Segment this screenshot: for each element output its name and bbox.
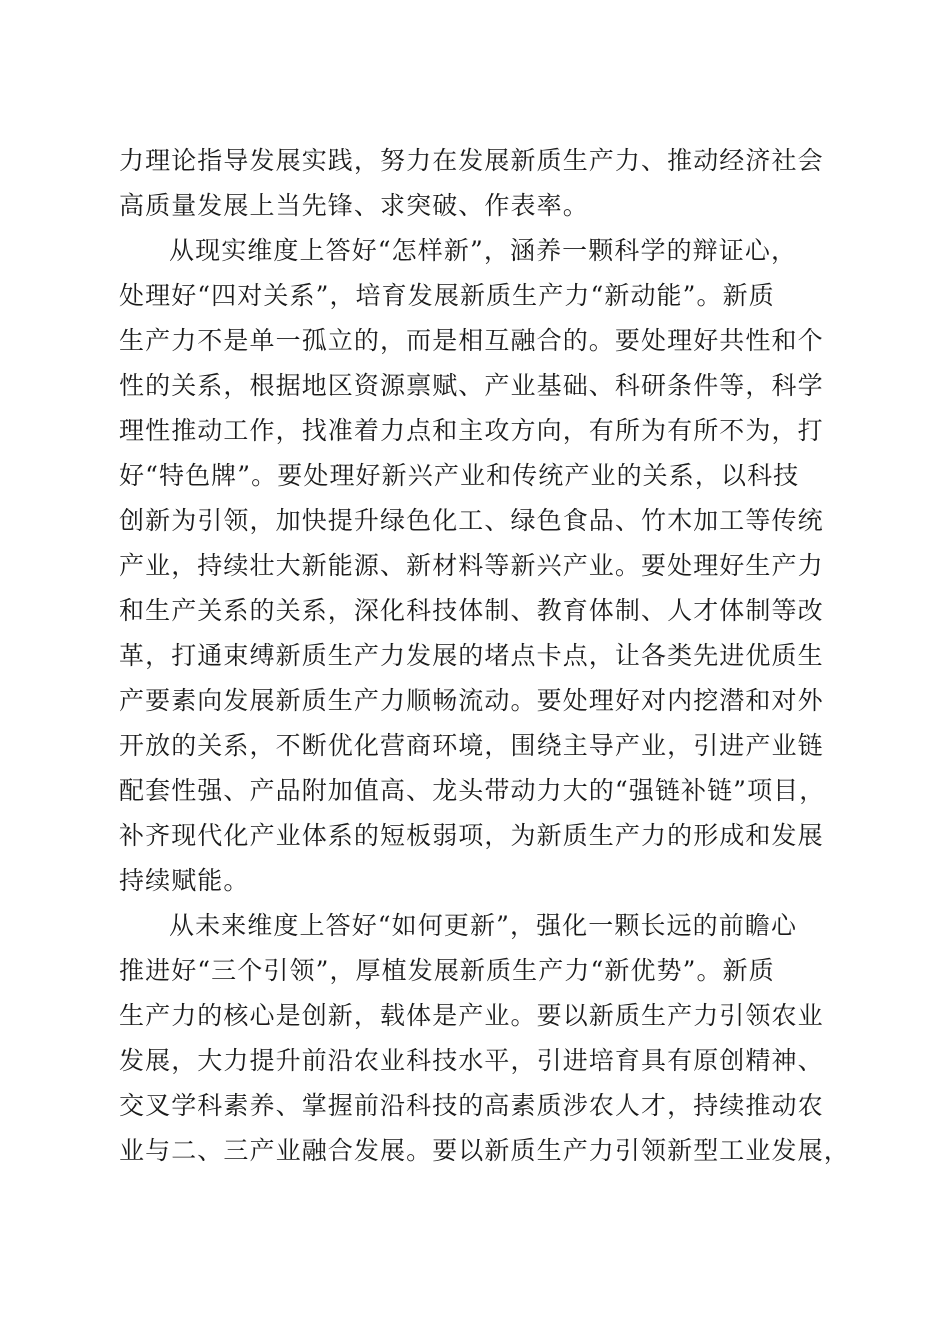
text-line: 创新为引领，加快提升绿色化工、绿色食品、竹木加工等传统 — [119, 506, 824, 535]
text-line: 补齐现代化产业体系的短板弱项，为新质生产力的形成和发展 — [119, 821, 824, 850]
paragraph-start-line: 从未来维度上答好“如何更新”，强化一颗长远的前瞻心 — [169, 911, 798, 940]
text-line: 性的关系，根据地区资源禀赋、产业基础、科研条件等，科学 — [119, 371, 824, 400]
text-line: 好“特色牌”。要处理好新兴产业和传统产业的关系，以科技 — [119, 461, 800, 490]
body-text — [119, 138, 850, 1173]
text-line: 理性推动工作，找准着力点和主攻方向，有所为有所不为，打 — [119, 416, 824, 445]
text-line: 推进好“三个引领”，厚植发展新质生产力“新优势”。新质 — [119, 956, 775, 985]
text-line: 持续赋能。 — [119, 866, 250, 895]
text-line: 交叉学科素养、掌握前沿科技的高素质涉农人才，持续推动农 — [119, 1091, 824, 1120]
text-line: 开放的关系，不断优化营商环境，围绕主导产业，引进产业链 — [119, 731, 824, 760]
text-line: 生产力的核心是创新，载体是产业。要以新质生产力引领农业 — [119, 1001, 824, 1030]
text-line: 产业，持续壮大新能源、新材料等新兴产业。要处理好生产力 — [119, 551, 824, 580]
text-line: 和生产关系的关系，深化科技体制、教育体制、人才体制等改 — [119, 596, 824, 625]
text-line: 处理好“四对关系”，培育发展新质生产力“新动能”。新质 — [119, 281, 775, 310]
text-line: 高质量发展上当先锋、求突破、作表率。 — [119, 191, 589, 220]
text-line: 配套性强、产品附加值高、龙头带动力大的“强链补链”项目， — [119, 776, 826, 805]
text-line: 发展，大力提升前沿农业科技水平，引进培育具有原创精神、 — [119, 1046, 824, 1075]
text-line: 业与二、三产业融合发展。要以新质生产力引领新型工业发展， — [119, 1136, 850, 1165]
text-line: 生产力不是单一孤立的，而是相互融合的。要处理好共性和个 — [119, 326, 824, 355]
text-line: 革，打通束缚新质生产力发展的堵点卡点，让各类先进优质生 — [119, 641, 824, 670]
text-line: 产要素向发展新质生产力顺畅流动。要处理好对内挖潜和对外 — [119, 686, 824, 715]
paragraph-start-line: 从现实维度上答好“怎样新”，涵养一颗科学的辩证心， — [169, 236, 798, 265]
text-line: 力理论指导发展实践，努力在发展新质生产力、推动经济社会 — [119, 146, 824, 175]
